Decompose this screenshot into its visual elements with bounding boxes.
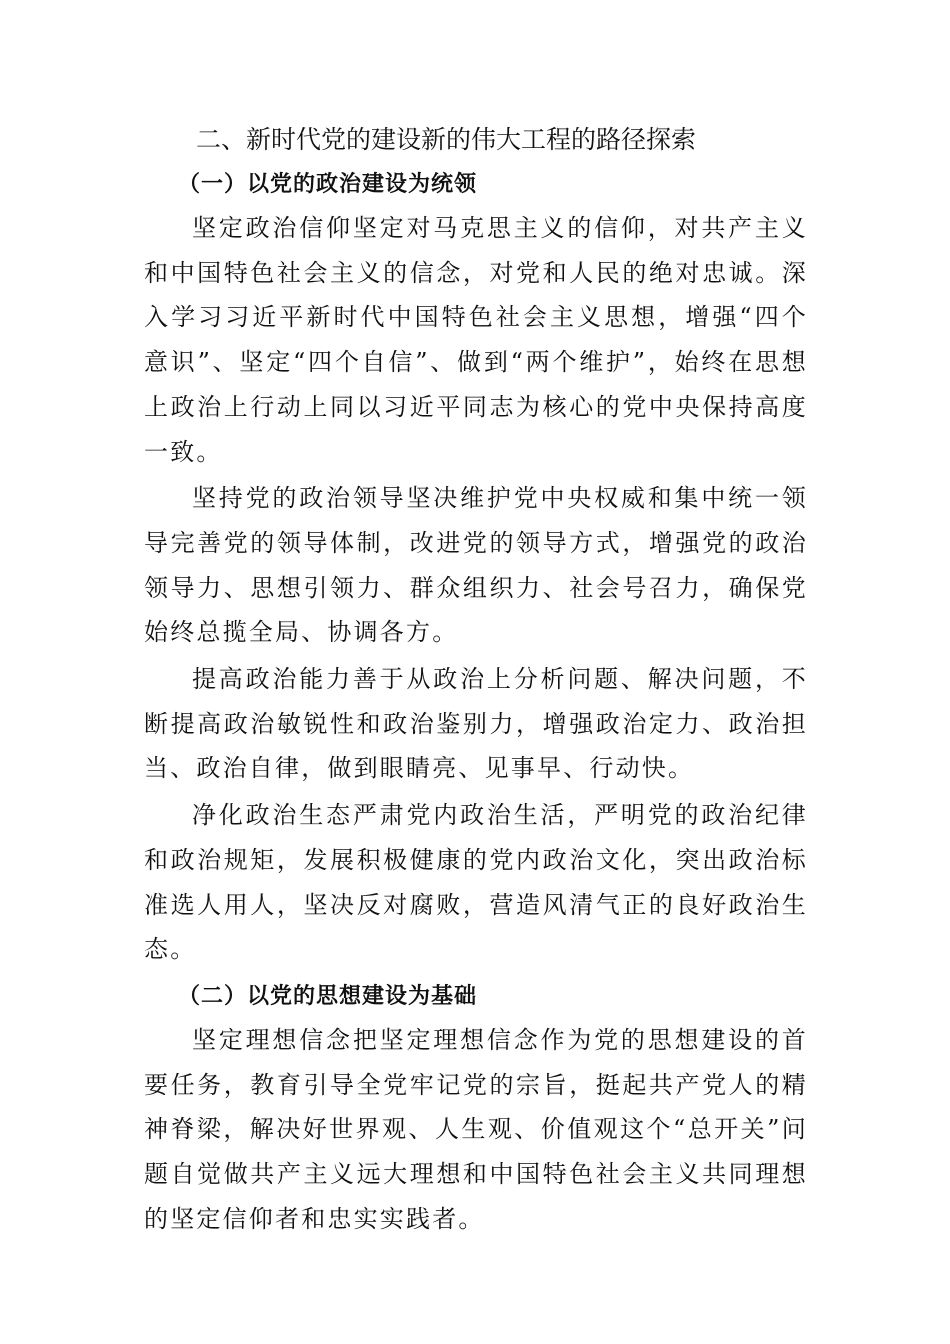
section-title: 二、新时代党的建设新的伟大工程的路径探索 — [196, 125, 697, 154]
subsection-heading-1: （一）以党的政治建设为统领 — [178, 171, 478, 197]
paragraph-political-belief: 坚定政治信仰坚定对马克思主义的信仰，对共产主义和中国特色社会主义的信念，对党和人民的绝对忠诚。深入学习习近平新时代中国特色社会主义思想，增强“四个意识”、坚定“四个自信”、做到“两个维护”，始终在思想上政治上行动上同以习近平同志为核心的党中央保持高度一致。 — [144, 214, 808, 466]
paragraph-political-ecology: 净化政治生态严肃党内政治生活，严明党的政治纪律和政治规矩，发展积极健康的党内政治文化，突出政治标准选人用人，坚决反对腐败，营造风清气正的良好政治生态。 — [144, 801, 808, 964]
document-body — [144, 162, 808, 1243]
paragraph-political-leadership: 坚持党的政治领导坚决维护党中央权威和集中统一领导完善党的领导体制，改进党的领导方式，增强党的政治领导力、思想引领力、群众组织力、社会号召力，确保党始终总揽全局、协调各方。 — [144, 484, 808, 647]
paragraph-ideals-beliefs: 坚定理想信念把坚定理想信念作为党的思想建设的首要任务，教育引导全党牢记党的宗旨，挺起共产党人的精神脊梁，解决好世界观、人生观、价值观这个“总开关”问题自觉做共产主义远大理想和中国特色社会主义共同理想的坚定信仰者和忠实实践者。 — [144, 1025, 808, 1233]
subsection-heading-2: （二）以党的思想建设为基础 — [178, 982, 478, 1009]
paragraph-political-ability: 提高政治能力善于从政治上分析问题、解决问题，不断提高政治敏锐性和政治鉴别力，增强政治定力、政治担当、政治自律，做到眼睛亮、见事早、行动快。 — [144, 665, 808, 783]
